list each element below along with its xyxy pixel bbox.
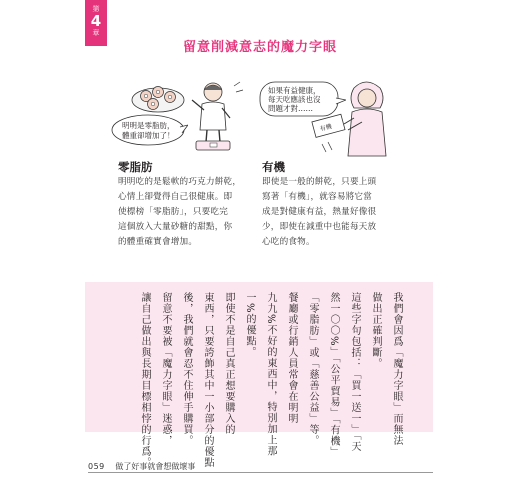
organic-body-line: 即使是一般的餅乾，只要上頭 bbox=[262, 177, 377, 187]
summary-column: 留意不要被「魔力字眼」迷惑， bbox=[160, 292, 171, 446]
zero-fat-body bbox=[118, 175, 263, 250]
zero-fat-body-line: 心情上卻覺得自己很健康。即 bbox=[118, 192, 233, 202]
summary-column: 讓自己做出與長期目標相悖的行爲。 bbox=[139, 292, 150, 468]
organic-body-line: 心吃的食物。 bbox=[262, 237, 315, 247]
summary-column: 一%的優點。 bbox=[244, 292, 255, 358]
right-bubble-line-3: 問題才對…… bbox=[268, 104, 313, 113]
left-bubble-line-2: 體重卻增加了！ bbox=[122, 131, 175, 140]
chapter-prefix: 第 bbox=[92, 5, 100, 13]
footer-rule bbox=[88, 472, 433, 473]
right-bubble-line-1: 如果有益健康， bbox=[268, 86, 321, 95]
right-bubble-line-2: 每天吃應該也沒 bbox=[268, 95, 321, 104]
summary-column: 東西，只要誇飾其中一小部分的優點 bbox=[202, 292, 213, 468]
page-title: 留意削減意志的魔力字眼 bbox=[182, 40, 337, 55]
summary-column: 做出正確判斷。 bbox=[370, 292, 381, 369]
organic-heading: 有機 bbox=[262, 160, 285, 174]
summary-column: 「零脂肪」或「慈善公益」等。 bbox=[307, 292, 318, 446]
running-title: 做了好事就會想做壞事 bbox=[115, 462, 196, 471]
chapter-number: 4 bbox=[90, 12, 102, 30]
organic-body-line: 寫著「有機」，就容易將它當 bbox=[262, 192, 373, 202]
organic-body-line: 少，即使在減重中也能每天放 bbox=[262, 222, 377, 232]
organic-speech-bubble bbox=[258, 80, 346, 120]
zero-fat-speech-bubble bbox=[110, 113, 188, 147]
zero-fat-body-line: 這個放入大量砂糖的甜點，你 bbox=[118, 222, 233, 232]
package-label: 有機 bbox=[319, 123, 333, 133]
zero-fat-body-line: 明明吃的是鬆軟的巧克力餅乾， bbox=[118, 177, 242, 187]
summary-column: 我們會因爲「魔力字眼」而無法 bbox=[391, 292, 402, 446]
summary-column: 九九%不好的東西中，特別加上那 bbox=[265, 292, 276, 457]
summary-column: 然一〇〇%」「公平貿易」「有機」 bbox=[328, 292, 339, 458]
summary-column: 餐廳或行銷人員常會在明明 bbox=[286, 292, 297, 424]
summary-column: 這些字句包括：「買一送一」「天 bbox=[349, 292, 360, 452]
left-bubble-line-1: 明明是零脂肪， bbox=[122, 121, 175, 130]
chapter-suffix: 章 bbox=[92, 29, 100, 37]
page-number: 059 bbox=[88, 462, 105, 471]
summary-column: 後，我們就會忍不住伸手購買。 bbox=[181, 292, 192, 446]
zero-fat-heading: 零脂肪 bbox=[118, 160, 153, 174]
organic-body-line: 成是對健康有益，熱量好像很 bbox=[262, 207, 377, 217]
zero-fat-body-line: 的體重確實會增加。 bbox=[118, 237, 198, 247]
page-footer bbox=[88, 461, 195, 472]
organic-body bbox=[262, 175, 412, 250]
summary-column: 即使不是自己真正想要購入的 bbox=[223, 292, 234, 435]
zero-fat-body-line: 使標榜「零脂肪」，只要吃完 bbox=[118, 207, 229, 217]
